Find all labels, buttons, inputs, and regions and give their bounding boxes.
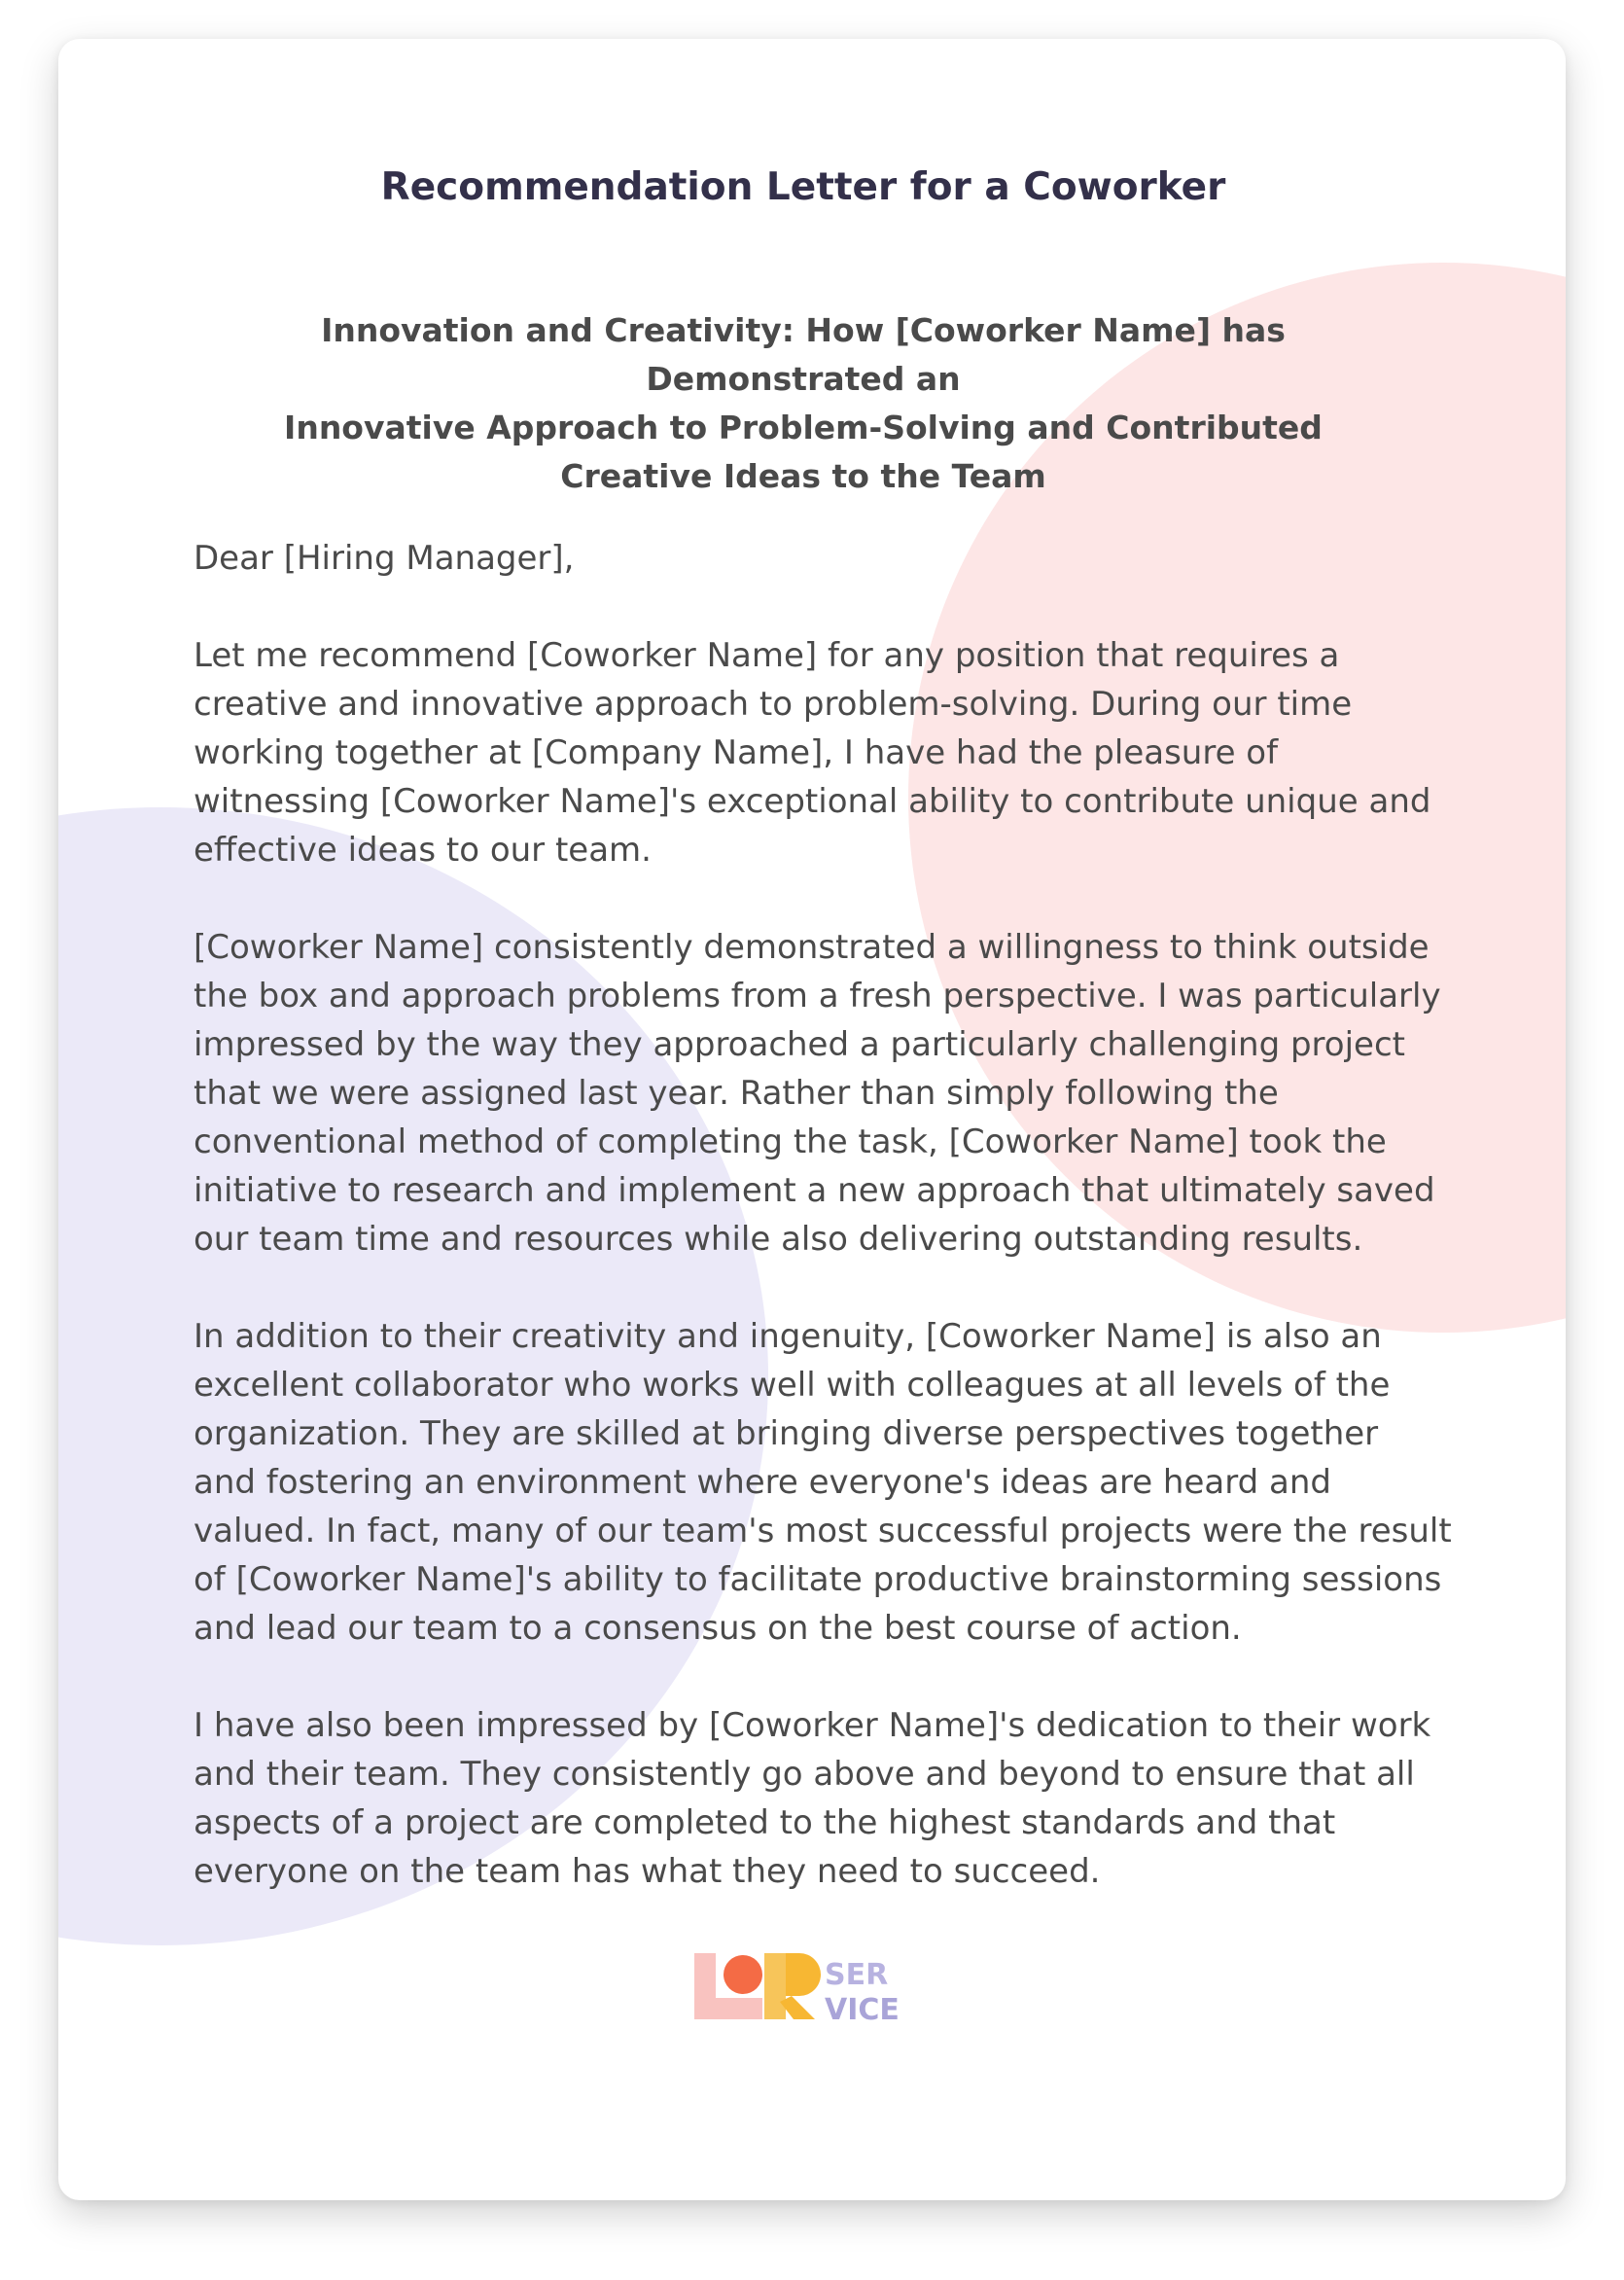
- letter-body: [194, 534, 1467, 1944]
- logo-r-bowl: [786, 1953, 821, 1996]
- logo-l-base: [694, 1998, 762, 2019]
- logo-circle: [724, 1955, 762, 1994]
- paragraph-line: of [Coworker Name]'s ability to facilitate productive brainstorming sessions: [194, 1560, 1442, 1599]
- paragraph-line: impressed by the way they approached a particularly challenging project: [194, 1025, 1405, 1064]
- paragraph-line: Let me recommend [Coworker Name] for any position that requires a: [194, 636, 1340, 675]
- paragraph-line: creative and innovative approach to problem-solving. During our time: [194, 685, 1353, 724]
- paragraph-line: organization. They are skilled at bringing diverse perspectives together: [194, 1414, 1379, 1453]
- salutation: Dear [Hiring Manager],: [194, 539, 575, 578]
- subtitle-line: Innovative Approach to Problem-Solving and Contributed: [284, 409, 1323, 446]
- paragraph-line: our team time and resources while also delivering outstanding results.: [194, 1220, 1363, 1259]
- paragraph-line: the box and approach problems from a fresh perspective. I was particularly: [194, 977, 1441, 1015]
- paragraph-line: [Coworker Name] consistently demonstrated a willingness to think outside: [194, 928, 1430, 967]
- letter-page: [58, 39, 1566, 2200]
- paragraph-1: [194, 631, 1467, 874]
- paragraph-line: that we were assigned last year. Rather than simply following the: [194, 1074, 1279, 1113]
- paragraph-line: excellent collaborator who works well with colleagues at all levels of the: [194, 1366, 1391, 1405]
- paragraph-line: everyone on the team has what they need to succeed.: [194, 1852, 1101, 1891]
- paragraph-line: valued. In fact, many of our team's most successful projects were the result: [194, 1512, 1452, 1550]
- paragraph-line: effective ideas to our team.: [194, 831, 652, 870]
- paragraph-2: [194, 923, 1467, 1264]
- paragraph-line: conventional method of completing the task, [Coworker Name] took the: [194, 1122, 1387, 1161]
- paragraph-line: witnessing [Coworker Name]'s exceptional ability to contribute unique and: [194, 782, 1431, 821]
- letter-title: Recommendation Letter for a Coworker: [380, 165, 1226, 209]
- subtitle-line: Innovation and Creativity: How [Coworker Name] has Demonstrated an: [321, 311, 1286, 398]
- paragraph-line: aspects of a project are completed to the highest standards and that: [194, 1803, 1336, 1842]
- paragraph-line: I have also been impressed by [Coworker Name]'s dedication to their work: [194, 1706, 1431, 1745]
- logo-r-stem: [764, 1953, 786, 2019]
- logo-text-bottom: VICE: [825, 1993, 900, 2027]
- paragraph-line: and fostering an environment where everyone's ideas are heard and: [194, 1463, 1331, 1502]
- paragraph-line: and lead our team to a consensus on the best course of action.: [194, 1609, 1242, 1648]
- paragraph-4: [194, 1701, 1467, 1896]
- letter-subtitle: [194, 306, 1413, 501]
- paragraph-line: working together at [Company Name], I have had the pleasure of: [194, 733, 1279, 772]
- paragraph-line: and their team. They consistently go above and beyond to ensure that all: [194, 1755, 1415, 1794]
- paragraph-3: [194, 1312, 1467, 1653]
- paragraph-line: In addition to their creativity and ingenuity, [Coworker Name] is also an: [194, 1317, 1382, 1356]
- paragraph-line: initiative to research and implement a new approach that ultimately saved: [194, 1171, 1435, 1210]
- logo-text-top: SER: [825, 1958, 889, 1992]
- lr-service-logo-icon: [694, 1951, 928, 2029]
- subtitle-line: Creative Ideas to the Team: [560, 457, 1046, 495]
